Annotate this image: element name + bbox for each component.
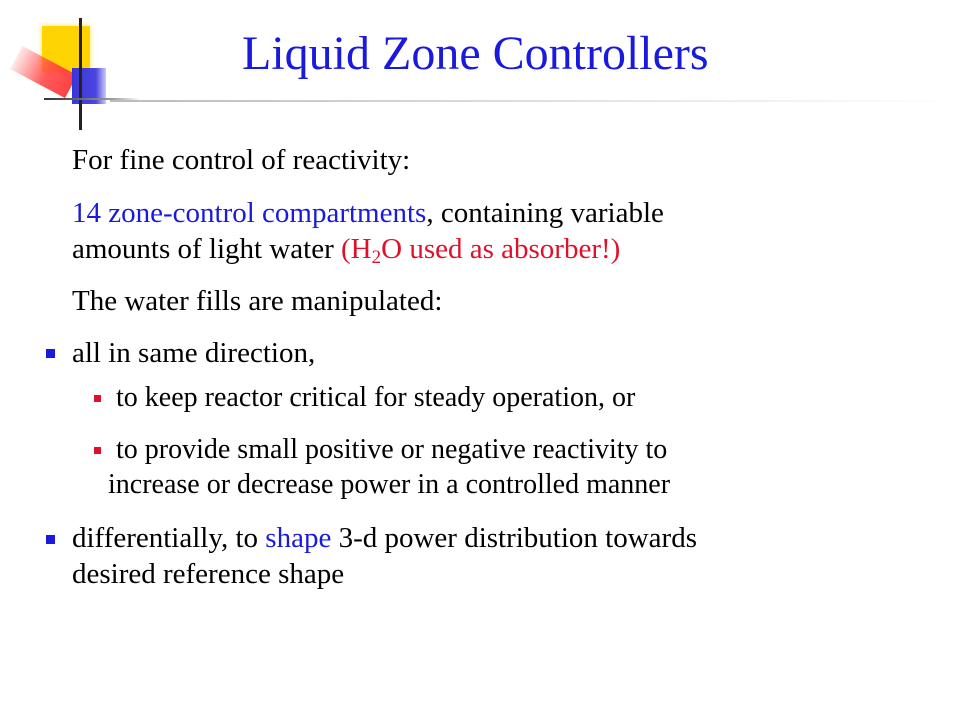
absorber-note — [341, 233, 621, 268]
logo-vertical-line — [79, 18, 82, 130]
compartments-highlight: 14 zone-control compartments — [72, 197, 427, 229]
sub-bullet-critical: to keep reactor critical for steady operation, or — [116, 382, 636, 413]
absorber-note-rest: O used as absorber!) — [381, 233, 621, 265]
compartments-paragraph-line2 — [72, 232, 620, 266]
bullet-square-icon — [46, 535, 55, 544]
compartments-text: , containing variable — [426, 197, 664, 229]
h2o-subscript: 2 — [371, 247, 382, 268]
slide-title: Liquid Zone Controllers — [242, 27, 709, 80]
sub-bullet-reactivity-line1: to provide small positive or negative reactivity to — [116, 434, 668, 465]
bullet-same-direction: all in same direction, — [72, 337, 316, 369]
sub-bullet-reactivity-line2: increase or decrease power in a controlled manner — [108, 469, 671, 500]
sub-bullet-square-icon — [94, 395, 101, 402]
bullet-square-icon — [46, 349, 55, 358]
differential-text-pre: differentially, to — [72, 522, 266, 554]
slide-logo-graphic — [0, 0, 140, 140]
sub-bullet-square-icon — [94, 447, 101, 454]
bullet-differential-line1 — [72, 521, 697, 555]
title-underline-rule — [110, 100, 960, 102]
absorber-note-open: (H — [341, 233, 372, 265]
light-water-text: amounts of light water — [72, 233, 342, 265]
intro-paragraph: For fine control of reactivity: — [72, 144, 411, 176]
manipulation-paragraph: The water fills are manipulated: — [72, 285, 443, 317]
compartments-paragraph-line1 — [72, 196, 664, 230]
differential-text-post: 3-d power distribution towards — [331, 522, 697, 554]
shape-highlight: shape — [265, 522, 332, 554]
bullet-differential-line2: desired reference shape — [72, 558, 345, 590]
